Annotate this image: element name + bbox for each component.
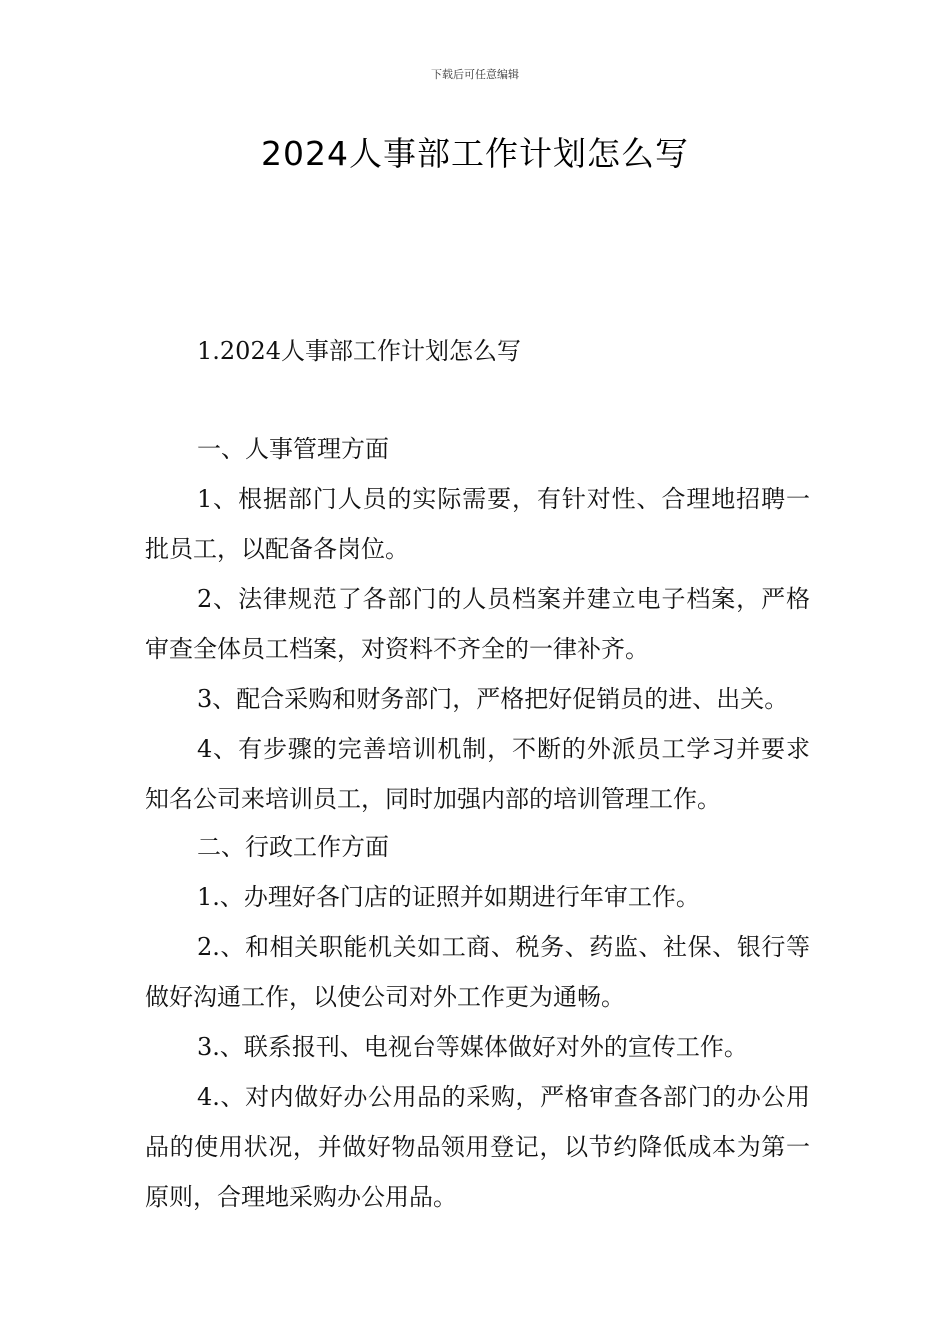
section2-item-1: 1.、办理好各门店的证照并如期进行年审工作。 bbox=[197, 883, 700, 911]
section2-heading: 二、行政工作方面 bbox=[197, 833, 389, 861]
subtitle: 1.2024人事部工作计划怎么写 bbox=[197, 337, 521, 365]
section2-item-3: 3.、联系报刊、电视台等媒体做好对外的宣传工作。 bbox=[197, 1033, 748, 1061]
header-note: 下载后可任意编辑 bbox=[431, 68, 519, 81]
section1-item-3: 3、配合采购和财务部门，严格把好促销员的进、出关。 bbox=[197, 685, 789, 713]
section1-item-4: 4、有步骤的完善培训机制，不断的外派员工学习并要求知名公司来培训员工，同时加强内部的培训管理工作。 bbox=[145, 735, 810, 813]
section2-item-4: 4.、对内做好办公用品的采购，严格审查各部门的办公用品的使用状况，并做好物品领用登记，以节约降低成本为第一原则，合理地采购办公用品。 bbox=[145, 1083, 810, 1211]
document-title: 2024人事部工作计划怎么写 bbox=[261, 134, 689, 173]
section2-item-2: 2.、和相关职能机关如工商、税务、药监、社保、银行等做好沟通工作，以使公司对外工作更为通畅。 bbox=[145, 933, 810, 1011]
section1-item-1: 1、根据部门人员的实际需要，有针对性、合理地招聘一批员工，以配备各岗位。 bbox=[145, 485, 810, 563]
section1-heading: 一、人事管理方面 bbox=[197, 435, 389, 463]
section1-item-2: 2、法律规范了各部门的人员档案并建立电子档案，严格审查全体员工档案，对资料不齐全的一律补齐。 bbox=[145, 585, 810, 663]
